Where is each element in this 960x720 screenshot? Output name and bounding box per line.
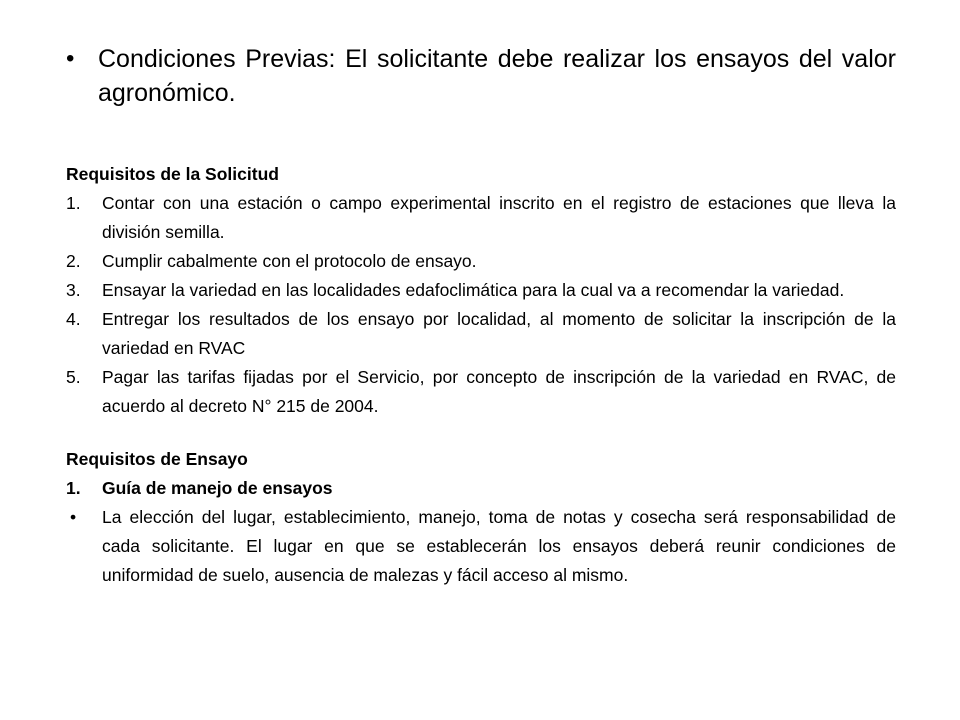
list-number: 3. xyxy=(66,280,81,300)
heading-solicitud: Requisitos de la Solicitud xyxy=(66,164,279,184)
list-item xyxy=(66,363,896,421)
list-text: Entregar los resultados de los ensayo por localidad, al momento de solicitar la inscripción de la variedad en RVAC xyxy=(102,309,896,358)
section-gap xyxy=(66,421,896,445)
heading-ensayo: Requisitos de Ensayo xyxy=(66,449,248,469)
bullet-text: La elección del lugar, establecimiento, manejo, toma de notas y cosecha será responsabilidad de cada solicitante. El lugar en que se establecerán los ensayos deberá reunir condiciones de uniformidad de suelo, ausencia de malezas y fácil acceso al mismo. xyxy=(102,507,896,585)
intro-text: Condiciones Previas: El solicitante debe realizar los ensayos del valor agronómico. xyxy=(98,45,896,107)
list-ensayo xyxy=(66,474,896,590)
bullet-marker: • xyxy=(70,507,77,527)
list-text: Ensayar la variedad en las localidades edafoclimática para la cual va a recomendar la variedad. xyxy=(102,280,845,300)
list-text: Contar con una estación o campo experimental inscrito en el registro de estaciones que lleva la división semilla. xyxy=(102,193,896,242)
list-number: 5. xyxy=(66,367,81,387)
list-text: Guía de manejo de ensayos xyxy=(102,478,333,498)
list-number: 2. xyxy=(66,251,81,271)
list-solicitud xyxy=(66,189,896,421)
list-item xyxy=(66,189,896,247)
intro-bullet xyxy=(66,42,896,110)
content-body xyxy=(66,160,896,590)
list-item xyxy=(66,276,896,305)
list-text: Pagar las tarifas fijadas por el Servicio, por concepto de inscripción de la variedad en RVAC, de acuerdo al decreto N° 215 de 2004. xyxy=(102,367,896,416)
list-item xyxy=(66,305,896,363)
bullet-item xyxy=(66,503,896,590)
list-number: 4. xyxy=(66,309,81,329)
list-number: 1. xyxy=(66,478,81,498)
list-item xyxy=(66,474,896,503)
list-number: 1. xyxy=(66,193,81,213)
list-item xyxy=(66,247,896,276)
list-text: Cumplir cabalmente con el protocolo de ensayo. xyxy=(102,251,477,271)
bullet-marker: • xyxy=(66,45,75,72)
